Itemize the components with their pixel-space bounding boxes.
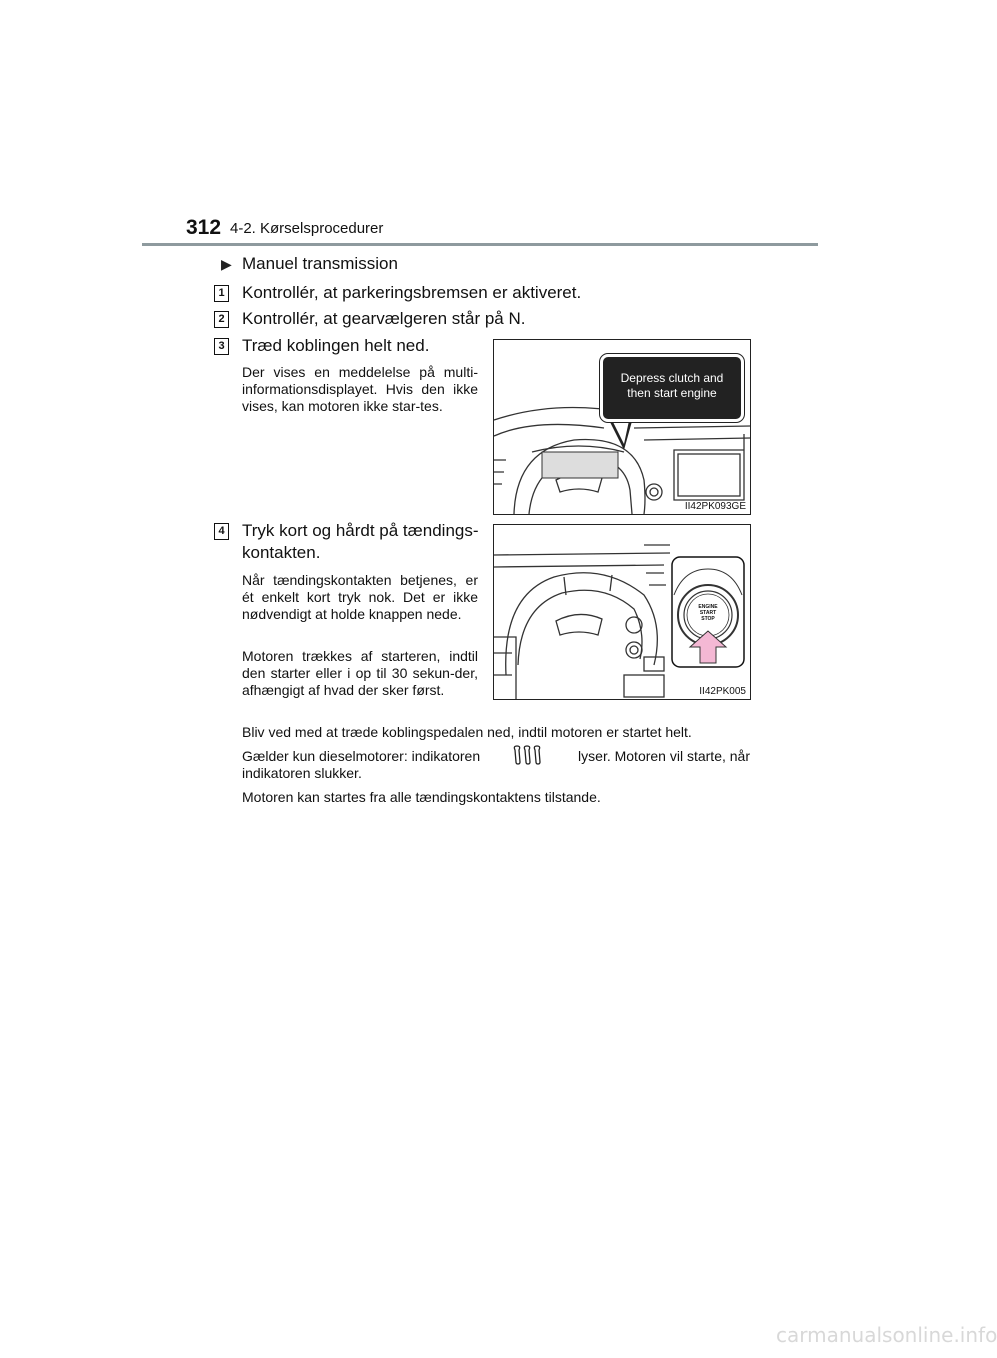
footer-watermark: carmanualsonline.info [776, 1323, 997, 1347]
button-line-3: STOP [701, 616, 715, 622]
step-number-2: 2 [214, 311, 229, 328]
step-number-3: 3 [214, 338, 229, 355]
step-3-text: Træd koblingen helt ned. [242, 336, 430, 355]
engine-start-stop-label [694, 604, 722, 622]
figure-2-code: II42PK005 [699, 686, 746, 697]
header-rule [142, 243, 818, 246]
triangle-right-icon: ▶ [221, 256, 232, 272]
step-1-text: Kontrollér, at parkeringsbremsen er aktiveret. [242, 283, 582, 302]
message-bubble [600, 354, 744, 422]
paragraph-diesel-part-1: Gælder kun dieselmotorer: indikatoren [242, 748, 481, 764]
step-4-note-2: Motoren trækkes af starteren, indtil den starter eller i op til 30 sekun-der, afhængigt af hvad der sker først. [242, 648, 478, 698]
paragraph-diesel-part-2: lyser. Motoren vil starte, når [578, 748, 750, 764]
bubble-line-2: then start engine [627, 386, 717, 400]
step-number-1: 1 [214, 285, 229, 302]
bubble-line-1: Depress clutch and [620, 371, 724, 385]
figure-1-code: II42PK093GE [684, 501, 746, 512]
paragraph-diesel-part-3: indikatoren slukker. [242, 765, 362, 781]
step-4-text-line-1: Tryk kort og hårdt på tændings- [242, 521, 479, 540]
step-2-text: Kontrollér, at gearvælgeren står på N. [242, 309, 526, 328]
step-3-note: Der vises en meddelelse på multi-informationsdisplayet. Hvis den ikke vises, kan motoren ikke star-tes. [242, 364, 478, 414]
section-title: 4-2. Kørselsprocedurer [230, 220, 384, 237]
figure-clutch-message [493, 339, 751, 515]
button-line-2: START [699, 610, 717, 616]
figure-engine-start-button [493, 524, 751, 700]
paragraph-any-mode: Motoren kan startes fra alle tændingskontaktens tilstande. [242, 789, 601, 805]
step-4-note-1: Når tændingskontakten betjenes, er ét enkelt kort tryk nok. Det er ikke nødvendigt at holde knappen nede. [242, 572, 478, 622]
step-4-text-line-2: kontakten. [242, 543, 321, 562]
page-number: 312 [186, 216, 222, 239]
button-line-1: ENGINE [698, 604, 718, 610]
glow-plug-indicator-icon [511, 744, 547, 766]
paragraph-clutch: Bliv ved med at træde koblingspedalen ned, indtil motoren er startet helt. [242, 724, 692, 740]
subsection-heading: Manuel transmission [242, 254, 398, 273]
step-number-4: 4 [214, 523, 229, 540]
